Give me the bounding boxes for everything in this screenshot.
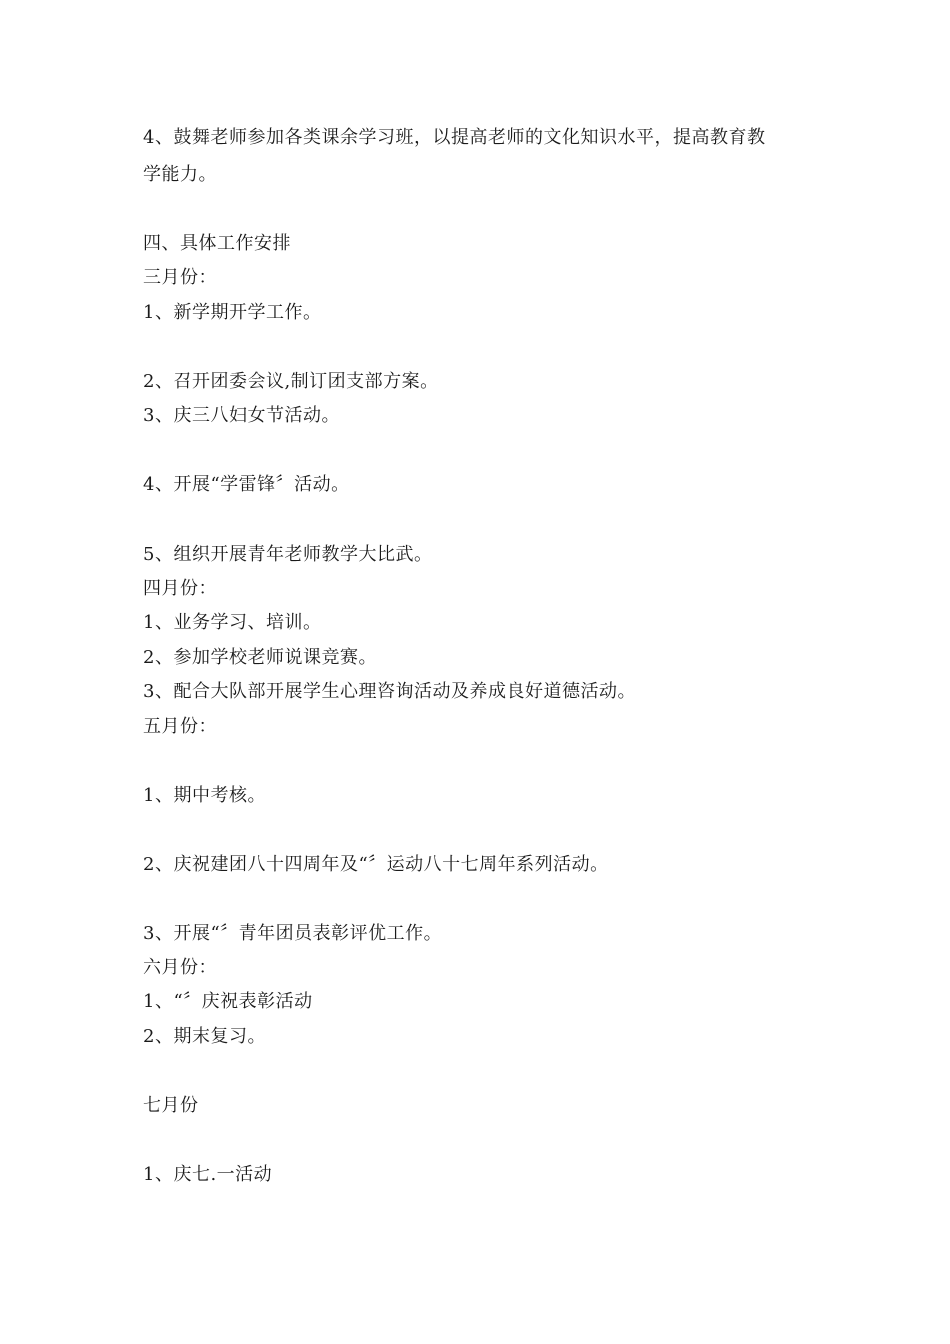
month-heading: 七月份 bbox=[143, 1095, 199, 1116]
list-item: 2、参加学校老师说课竞赛。 bbox=[143, 647, 377, 668]
list-item: 1、新学期开学工作。 bbox=[143, 302, 322, 323]
list-item: 5、组织开展青年老师教学大比武。 bbox=[143, 544, 433, 565]
month-heading: 三月份： bbox=[143, 267, 217, 288]
list-item: 2、召开团委会议,制订团支部方案。 bbox=[143, 371, 439, 392]
list-item: 2、期末复习。 bbox=[143, 1026, 266, 1047]
list-item: 1、期中考核。 bbox=[143, 785, 266, 806]
month-heading: 四月份： bbox=[143, 578, 217, 599]
text-line: 4、鼓舞老师参加各类课余学习班，以提高老师的文化知识水平，提高教育教 bbox=[143, 127, 766, 148]
list-item: 2、庆祝建团八十四周年及“〞运动八十七周年系列活动。 bbox=[143, 854, 609, 875]
list-item: 1、“〞庆祝表彰活动 bbox=[143, 991, 313, 1012]
text-line: 学能力。 bbox=[143, 164, 217, 185]
month-heading: 五月份： bbox=[143, 716, 217, 737]
list-item: 1、庆七.一活动 bbox=[143, 1164, 273, 1185]
list-item: 4、开展“学雷锋〞活动。 bbox=[143, 474, 350, 495]
list-item: 1、业务学习、培训。 bbox=[143, 612, 322, 633]
list-item: 3、配合大队部开展学生心理咨询活动及养成良好道德活动。 bbox=[143, 681, 636, 702]
list-item: 3、开展“〞青年团员表彰评优工作。 bbox=[143, 923, 443, 944]
month-heading: 六月份： bbox=[143, 957, 217, 978]
list-item: 3、庆三八妇女节活动。 bbox=[143, 405, 340, 426]
section-heading: 四、具体工作安排 bbox=[143, 233, 291, 254]
